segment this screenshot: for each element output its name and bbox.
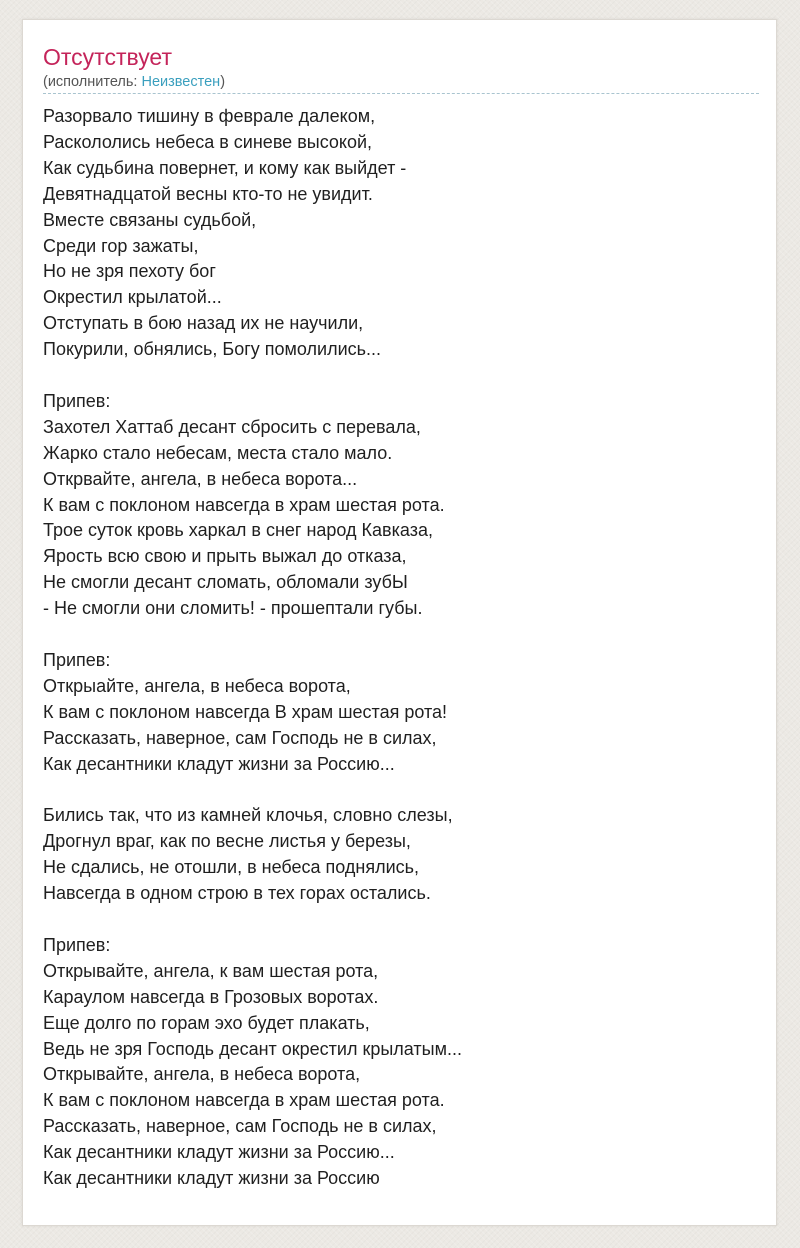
lyric-line: Как десантники кладут жизни за Россию: [43, 1168, 380, 1189]
artist-prefix: (исполнитель:: [43, 74, 142, 90]
lyric-line: Ярость всю свою и прыть выжал до отказа,: [43, 546, 407, 567]
lyric-line: Навсегда в одном строю в тех горах остались.: [43, 883, 431, 904]
lyric-line: Как десантники кладут жизни за Россию...: [43, 753, 395, 774]
artist-line: [43, 72, 225, 92]
lyric-line: К вам с поклоном навсегда в храм шестая рота.: [43, 1090, 445, 1111]
song-title: Отсутствует: [43, 44, 172, 70]
lyric-line: Раскололись небеса в синеве высокой,: [43, 131, 373, 152]
lyric-line: Не сдались, не отошли, в небеса поднялись,: [43, 857, 420, 878]
artist-link[interactable]: Неизвестен: [141, 74, 221, 90]
lyric-line: Жарко стало небесам, места стало мало.: [43, 442, 393, 463]
lyric-line: Открыайте, ангела, в небеса ворота,: [43, 675, 351, 696]
lyric-line: Как десантники кладут жизни за Россию...: [43, 1142, 395, 1163]
lyric-line: Рассказать, наверное, сам Господь не в силах,: [43, 1116, 437, 1137]
lyric-line: Покурили, обнялись, Богу помолились...: [43, 339, 382, 360]
lyric-line: Отступать в бою назад их не научили,: [43, 313, 364, 334]
lyric-line: Припев:: [43, 650, 111, 670]
stanza-break: [43, 622, 753, 648]
lyrics-text: [43, 104, 753, 1192]
lyric-line: Еще долго по горам эхо будет плакать,: [43, 1012, 370, 1033]
lyric-line: Девятнадцатой весны кто-то не увидит.: [43, 183, 373, 204]
lyric-line: Бились так, что из камней клочья, словно слезы,: [43, 805, 453, 826]
lyric-line: - Не смогли они сломить! - прошептали губы.: [43, 598, 423, 619]
lyric-line: Не смогли десант сломать, обломали зубЫ: [43, 572, 408, 593]
lyrics-card: [22, 19, 777, 1226]
lyric-line: Ведь не зря Господь десант окрестил крылатым...: [43, 1038, 462, 1059]
lyric-line: Захотел Хаттаб десант сбросить с перевала,: [43, 416, 421, 437]
lyric-line: Вместе связаны судьбой,: [43, 209, 257, 230]
lyric-line: Припев:: [43, 934, 111, 955]
lyric-line: Но не зря пехоту бог: [43, 261, 216, 282]
lyric-line: Караулом навсегда в Грозовых воротах.: [43, 986, 379, 1007]
lyric-line: Дрогнул враг, как по весне листья у березы,: [43, 831, 411, 852]
lyric-line: Среди гор зажаты,: [43, 235, 199, 256]
lyric-line: Как судьбина повернет, и кому как выйдет -: [43, 157, 407, 178]
lyric-line: Припев:: [43, 390, 111, 411]
stanza-break: [43, 778, 753, 804]
artist-suffix: ): [220, 74, 226, 90]
lyric-line: К вам с поклоном навсегда В храм шестая рота!: [43, 701, 448, 722]
lyric-line: Рассказать, наверное, сам Господь не в силах,: [43, 727, 437, 748]
lyric-line: Открывайте, ангела, в небеса ворота,: [43, 1064, 361, 1085]
stanza-break: [43, 907, 753, 933]
lyric-line: Трое суток кровь харкал в снег народ Кавказа,: [43, 520, 433, 541]
lyric-line: Открывайте, ангела, к вам шестая рота,: [43, 960, 379, 981]
title-divider: [43, 93, 759, 94]
lyric-line: Окрестил крылатой...: [43, 287, 222, 308]
lyric-line: Открвайте, ангела, в небеса ворота...: [43, 468, 358, 489]
lyric-line: К вам с поклоном навсегда в храм шестая рота.: [43, 494, 445, 515]
stanza-break: [43, 363, 753, 389]
lyric-line: Разорвало тишину в феврале далеком,: [43, 106, 376, 126]
